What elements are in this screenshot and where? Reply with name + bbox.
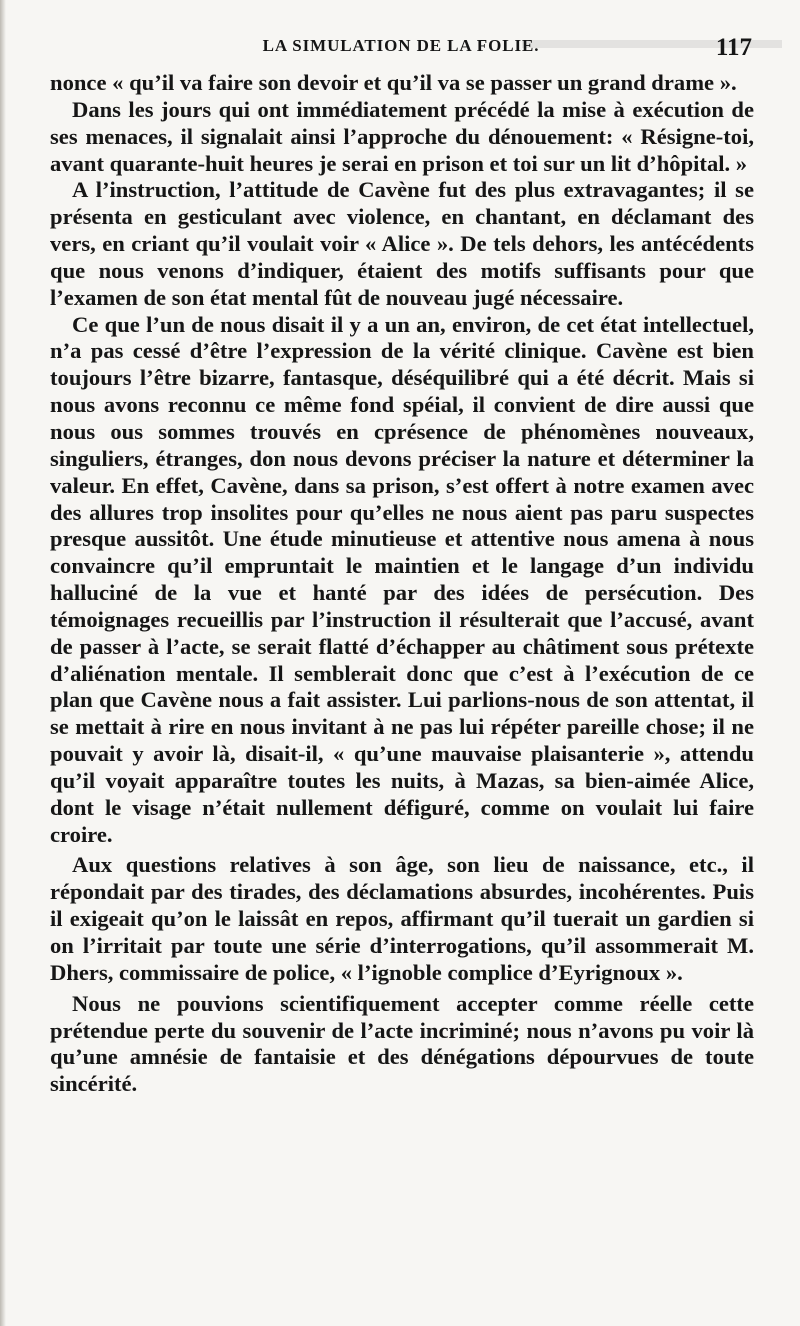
paragraph: Dans les jours qui ont immédiatement précédé la mise à exécution de ses menaces, il signalait ainsi l’approche du dénouement: « Résigne-toi, avant quarante-huit heures je serai en prison et toi sur un lit d’hôpital. »	[50, 96, 754, 176]
paragraph: Aux questions relatives à son âge, son lieu de naissance, etc., il répondait par des tirades, des déclamations absurdes, incohérentes. Puis il exigeait qu’on le laissât en repos, affirmant qu’il tuerait un gardien si on l’irritait par toute une série d’interrogations, qu’il assommerait M. Dhers, commissaire de police, « l’ignoble complice d’Eyrignoux ».	[50, 852, 754, 985]
paragraph-continued: nonce « qu’il va faire son devoir et qu’il va se passer un grand drame ».	[50, 70, 737, 95]
page-edge-shadow	[0, 0, 6, 1326]
running-head	[50, 36, 752, 66]
paragraph: A l’instruction, l’attitude de Cavène fut des plus extravagantes; il se présenta en gesticulant avec violence, en chantant, en déclamant des vers, en criant qu’il voulait voir « Alice ». De tels dehors, les antécédents que nous venons d’indiquer, étaient des motifs suffisants pour que l’examen de son état mental fût de nouveau jugé nécessaire.	[50, 177, 754, 310]
paragraph: Nous ne pouvions scientifiquement accepter comme réelle cette prétendue perte du souvenir de l’acte incriminé; nous n’avons pu voir là qu’une amnésie de fantaisie et des dénégations dépourvues de toute sincérité.	[50, 990, 754, 1097]
running-title: LA SIMULATION DE LA FOLIE.	[262, 36, 540, 55]
page-number: 117	[715, 34, 752, 61]
paragraph: Ce que l’un de nous disait il y a un an, environ, de cet état intellectuel, n’a pas cessé d’être l’expression de la vérité clinique. Cavène est bien toujours l’être bizarre, fantasque, déséquilibré qui a été décrit. Mais si nous avons reconnu ce même fond spéial, il convient de dire aussi que nous ous sommes trouvés en cprésence de phénomènes nouveaux, singuliers, étranges, don nous devons préciser la nature et déterminer la valeur. En effet, Cavène, dans sa prison, s’est offert à notre examen avec des allures trop insolites pour qu’elles ne nous aient pas paru suspectes presque aussitôt. Une étude minutieuse et attentive nous amena à nous convaincre qu’il empruntait le maintien et le langage d’un individu halluciné de la vue et hanté par des idées de persécution. Des témoignages recueillis par l’instruction il résulterait que l’accusé, avant de passer à l’acte, se serait flatté d’échapper au châtiment sous prétexte d’aliénation mentale. Il semblerait donc que c’est à l’exécution de ce plan que Cavène nous a fait assister. Lui parlions-nous de son attentat, il se mettait à rire en nous invitant à ne pas lui répéter pareille chose; il ne pouvait y avoir là, disait-il, « qu’une mauvaise plaisanterie », attendu qu’il voyait apparaître toutes les nuits, à Mazas, sa bien-aimée Alice, dont le visage n’était nullement défiguré, comme on voulait lui faire croire.	[50, 311, 754, 847]
body-text	[50, 70, 754, 1098]
